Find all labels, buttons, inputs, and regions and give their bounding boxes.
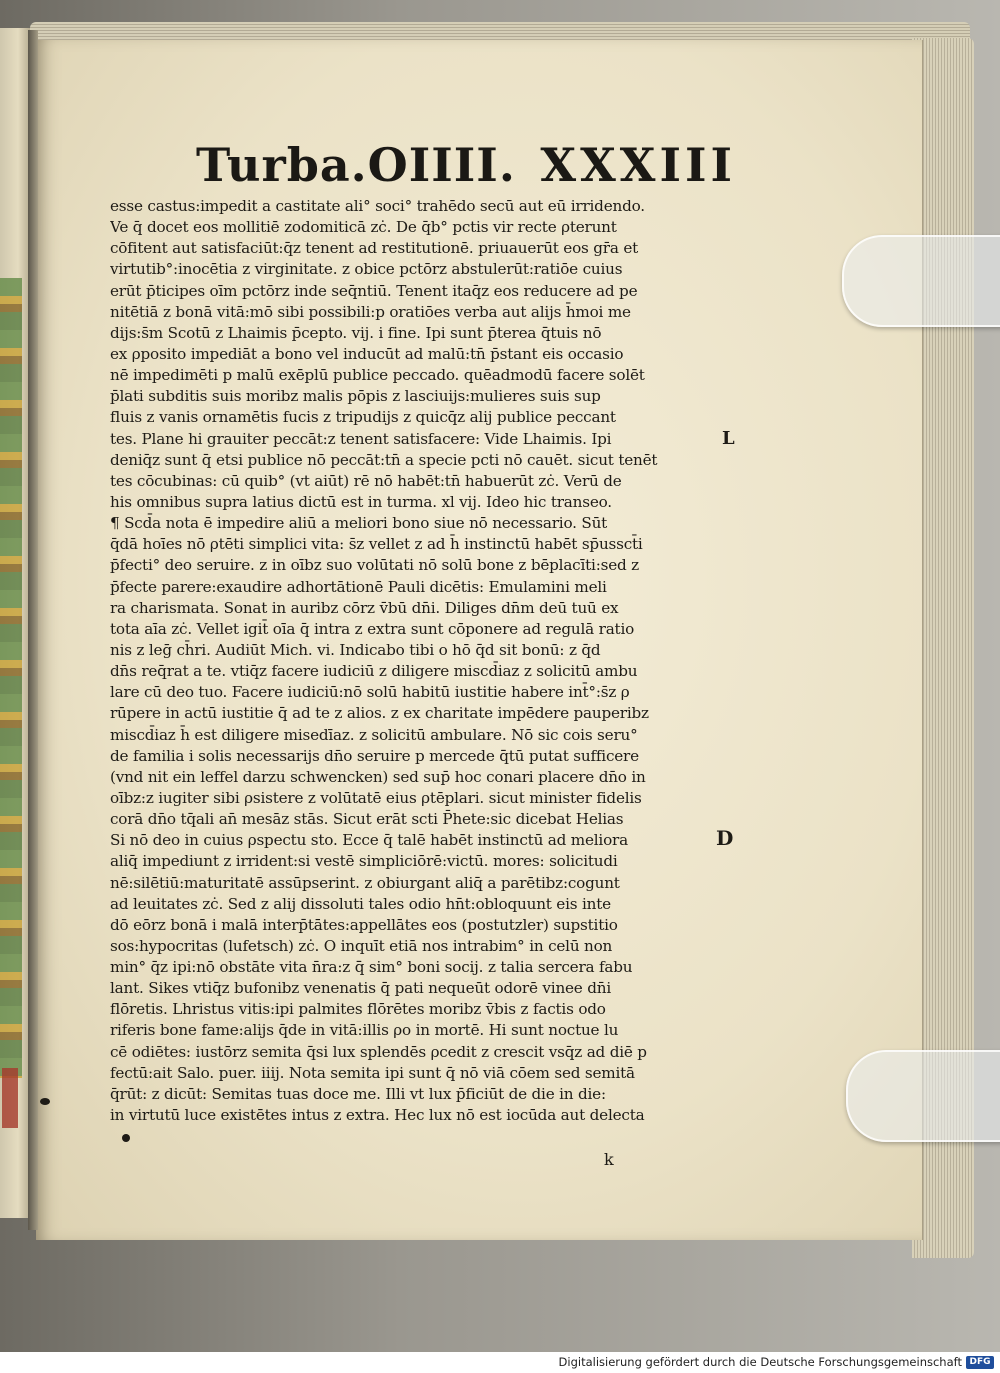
text-line: rūpere in actū iustitie q̄ ad te z alios. z ex charitate impēdere pauperibz bbox=[110, 704, 649, 723]
text-line: cōfitent aut satisfaciūt:q̄z tenent ad restitutionē. priuauerūt eos gr̄a et bbox=[110, 239, 639, 258]
dfg-logo: DFG bbox=[966, 1356, 994, 1369]
text-line: p̄fecte parere:exaudire adhortātionē Pauli dicētis: Emulamini meli bbox=[110, 577, 607, 596]
text-line: ad leuitates zċ. Sed z alij dissoluti tales odio hn̄t:obloquunt eis inte bbox=[110, 894, 611, 913]
text-line: lare cū deo tuo. Facere iudiciū:nō solū habitū iustitie habere int̄°:s̄z ρ bbox=[110, 683, 630, 702]
text-line: q̄dā hoīes nō ρtēti simplici vita: s̄z vellet z ad h̄ instinctū habēt sp̄ussct̄i bbox=[110, 535, 643, 554]
header-title: Turba.OIIII. bbox=[196, 138, 516, 192]
text-line: min° q̄z ipi:nō obstāte vita n̄ra:z q̄̄ sim° boni socij. z talia sercera fabu bbox=[110, 958, 633, 977]
text-line: fectū:ait Salo. puer. iiij. Nota semita ipi sunt q̄ nō viā cōem sed semitā bbox=[110, 1063, 635, 1082]
text-line: ra charismata. Sonat in auribz cōrz v̄bū dn̄i. Diliges dn̄m deū tuū ex bbox=[110, 598, 619, 617]
marginal-note-d: D bbox=[716, 826, 734, 850]
text-line: p̄lati subditis suis moribz malis pōpis z lasciuijs:mulieres suis sup bbox=[110, 387, 601, 406]
illumination-red-detail bbox=[2, 1068, 18, 1128]
illumination-border bbox=[0, 278, 22, 1078]
funding-credit: Digitalisierung gefördert durch die Deutsche Forschungsgemeinschaft bbox=[558, 1355, 962, 1369]
body-text bbox=[110, 196, 722, 1126]
book-gutter bbox=[28, 30, 38, 1230]
text-line: esse castus:impedit a castitate ali° soci° trahēdo secū aut eū irridendo. bbox=[110, 197, 645, 215]
page-clip-bottom bbox=[846, 1050, 1000, 1142]
text-line: sos:hypocritas (lufetsch) zċ. O inquīt etiā nos intrabim° in celū non bbox=[110, 936, 613, 955]
text-line: in virtutū luce existētes intus z extra. Hec lux nō est iocūda aut delecta bbox=[110, 1106, 645, 1125]
text-line: erūt p̄ticipes oīm pctōrz inde seq̄ntiū. Tenent itaq̄z eos reducere ad pe bbox=[110, 281, 638, 300]
text-line: fluis z vanis ornamētis fucis z tripudijs z quicq̄z alij publice peccant bbox=[110, 408, 616, 427]
text-line: tes cōcubinas: cū quib° (vt aiūt) rē nō habēt:tn̄ habuerūt zċ. Verū de bbox=[110, 471, 622, 490]
running-header bbox=[196, 138, 736, 194]
text-line: dn̄s req̄rat a te. vtiq̄z facere iudiciū z diligere miscd̄iaz z solicitū ambu bbox=[110, 662, 638, 681]
text-line: q̄rūt: z dicūt: Semitas tuas doce me. Illi vt lux p̄ficiūt de die in die: bbox=[110, 1084, 606, 1103]
text-line: nitētiā z bonā vitā:mō sibi possibili:p oratiōes verba aut alijs h̄moi me bbox=[110, 302, 631, 321]
signature-mark: k bbox=[604, 1150, 614, 1169]
text-line: nē:silētiū:maturitatē assūpserint. z obiurgant aliq̄ a parētibz:cogunt bbox=[110, 873, 620, 892]
text-line: tota aīa zċ. Vellet igit̄ oīa q̄ intra z extra sunt cōponere ad regulā ratio bbox=[110, 619, 635, 638]
folio-number: XXXIII bbox=[540, 138, 736, 192]
text-line: ex ρposito impediāt a bono vel inducūt ad malū:tn̄ p̄stant eis occasio bbox=[110, 344, 624, 363]
text-line: his omnibus supra latius dictū est in turma. xl vij. Ideo hic transeo. bbox=[110, 492, 612, 511]
text-line: corā dn̄o tq̄ali an̄ mesāz stās. Sicut erāt scti P̄hete:sic dicebat Helias bbox=[110, 810, 624, 829]
ink-dot bbox=[40, 1098, 50, 1105]
text-line: p̄fecti° deo seruire. z in oībz suo volūtati nō solū bone z bēplacīti:sed z bbox=[110, 556, 639, 575]
text-line: de familia i solis necessarijs dn̄o seruire p mercede q̄̄tū putat sufficere bbox=[110, 746, 639, 765]
text-line: virtutib°:inocētia z virginitate. z obice pctōrz abstulerūt:ratiōe cuius bbox=[110, 260, 623, 279]
marginal-note-l: L bbox=[722, 428, 735, 449]
facing-page-edge bbox=[0, 28, 31, 1218]
text-line: nis z leḡ ch̄ri. Audiūt Mich. vi. Indicabo tibi o hō q̄d sit bonū: z q̄d bbox=[110, 640, 601, 659]
text-line: nē impedimēti p malū exēplū publice peccado. quēadmodū facere solēt bbox=[110, 366, 645, 385]
text-line: riferis bone fame:alijs q̄de in vitā:illis ρo in mortē. Hi sunt noctue lu bbox=[110, 1021, 619, 1040]
text-line: (vnd nit ein leffel darzu schwencken) sed sup̄ hoc conari placere dn̄o in bbox=[110, 767, 646, 786]
page-clip-top bbox=[842, 235, 1000, 327]
ink-dot bbox=[122, 1134, 130, 1142]
text-line: tes. Plane hi grauiter peccāt:z tenent satisfacere: Vide Lhaimis. Ipi bbox=[110, 429, 612, 448]
text-line: dō eōrz bonā i malā interp̄tātes:appellātes eos (postutzler) supstitio bbox=[110, 915, 618, 934]
text-line: lant. Sikes vtiq̄z bufonibz venenatis q̄ pati nequeūt odorē vinee dn̄i bbox=[110, 979, 611, 998]
text-line: deniq̄z sunt q̄ etsi publice nō peccāt:tn̄ a specie pcti nō cauēt. sicut tenēt bbox=[110, 450, 658, 469]
text-line: ¶ Scd̄a nota ē impedire aliū a meliori bono siue nō necessario. Sūt bbox=[110, 514, 608, 533]
footer-bar bbox=[0, 1352, 1000, 1373]
text-line: aliq̄ impediunt z irrident:si vestē simpliciōrē:victū. mores: solicitudi bbox=[110, 852, 618, 871]
text-line: miscd̄iaz h̄ est diligere misedīaz. z solicitū ambulare. Nō sic cois seru° bbox=[110, 725, 638, 744]
text-line: dijs:s̄m Scotū z Lhaimis p̄cepto. vij. i fine. Ipi sunt p̄terea q̄̄tuis nō bbox=[110, 323, 602, 342]
text-line: Ve q̄ docet eos mollitiē zodomiticā zċ. De q̄b° pctis vir recte ρterunt bbox=[110, 218, 617, 237]
text-line: Si nō deo in cuius ρspectu sto. Ecce q̄ talē habēt instinctū ad meliora bbox=[110, 831, 628, 850]
text-line: flōretis. Lhristus vitis:ipi palmites flōrētes moribz v̄bis z factis odo bbox=[110, 1000, 606, 1019]
text-line: oībz:z iugiter sibi ρsistere z volūtatē eius ρtēplari. sicut minister fidelis bbox=[110, 788, 642, 807]
text-line: cē odiētes: iustōrz semita q̄si lux splendēs ρcedit z crescit vsq̄z ad diē p bbox=[110, 1042, 647, 1061]
